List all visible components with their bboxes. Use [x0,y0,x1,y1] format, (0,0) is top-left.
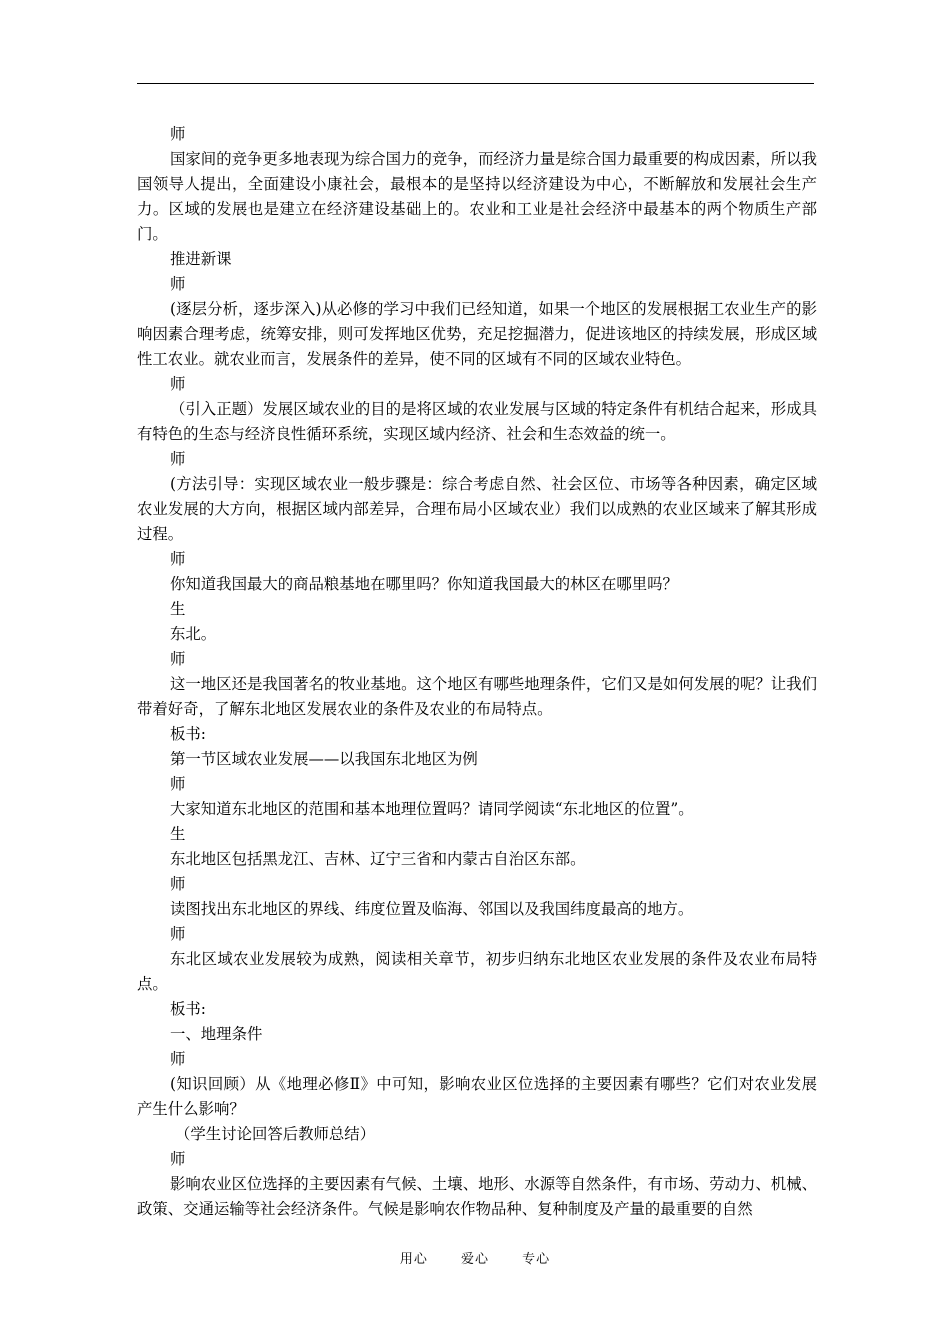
paragraph: 东北区域农业发展较为成熟，阅读相关章节，初步归纳东北地区农业发展的条件及农业布局特点。 [137,950,817,993]
speaker-label: 师 [170,550,186,568]
paragraph: 读图找出东北地区的界线、纬度位置及临海、邻国以及我国纬度最高的地方。 [170,900,694,918]
speaker-label: 师 [170,125,186,143]
header-rule [137,83,814,84]
speaker-label: 师 [170,875,186,893]
paragraph: 大家知道东北地区的范围和基本地理位置吗？请同学阅读“东北地区的位置”。 [170,800,694,818]
section-label: 推进新课 [170,250,232,268]
paragraph: 影响农业区位选择的主要因素有气候、土壤、地形、水源等自然条件，有市场、劳动力、机械、政策、交通运输等社会经济条件。气候是影响农作物品种、复种制度及产量的最重要的自然 [137,1175,817,1218]
paragraph: (逐层分析，逐步深入)从必修的学习中我们已经知道，如果一个地区的发展根据工农业生产的影响因素合理考虑，统筹安排，则可发挥地区优势，充足挖掘潜力，促进该地区的持续发展，形成区域性工农业。就农业而言，发展条件的差异，使不同的区域有不同的区域农业特色。 [137,300,817,368]
speaker-label: 师 [170,375,186,393]
speaker-label: 师 [170,650,186,668]
footer-text: 用心 [399,1252,428,1267]
paragraph: 国家间的竞争更多地表现为综合国力的竞争，而经济力量是综合国力最重要的构成因素，所以我国领导人提出，全面建设小康社会，最根本的是坚持以经济建设为中心，不断解放和发展社会生产力。区域的发展也是建立在经济建设基础上的。农业和工业是社会经济中最基本的两个物质生产部门。 [137,150,817,243]
speaker-label: 师 [170,1150,186,1168]
footer-text: 专心 [522,1252,551,1267]
paragraph: (知识回顾）从《地理必修Ⅱ》中可知，影响农业区位选择的主要因素有哪些？它们对农业发展产生什么影响？ [137,1075,817,1118]
paragraph: 东北地区包括黑龙江、吉林、辽宁三省和内蒙古自治区东部。 [170,850,586,868]
speaker-label: 师 [170,925,186,943]
paragraph: 这一地区还是我国著名的牧业基地。这个地区有哪些地理条件，它们又是如何发展的呢？让我们带着好奇，了解东北地区发展农业的条件及农业的布局特点。 [137,675,817,718]
speaker-label: 师 [170,1050,186,1068]
footer-text: 爱心 [460,1252,489,1267]
speaker-label: 师 [170,450,186,468]
paragraph: 你知道我国最大的商品粮基地在哪里吗？你知道我国最大的林区在哪里吗？ [170,575,678,593]
paragraph: （引入正题）发展区域农业的目的是将区域的农业发展与区域的特定条件有机结合起来，形成具有特色的生态与经济良性循环系统，实现区域内经济、社会和生态效益的统一。 [137,400,817,443]
board-label: 板书: [170,1000,206,1018]
paragraph: 东北。 [170,625,217,643]
speaker-label: 师 [170,775,186,793]
speaker-label: 师 [170,275,186,293]
paragraph: (方法引导：实现区域农业一般步骤是：综合考虑自然、社会区位、市场等各种因素，确定区域农业发展的大方向，根据区域内部差异，合理布局小区域农业）我们以成熟的农业区域来了解其形成过程。 [137,475,817,543]
board-label: 板书: [170,725,206,743]
page-footer [0,1248,950,1267]
speaker-label: 生 [170,825,186,843]
note: （学生讨论回答后教师总结） [175,1125,376,1143]
section-heading: 第一节区域农业发展——以我国东北地区为例 [170,750,478,768]
section-heading: 一、地理条件 [170,1025,263,1043]
document-body [137,122,817,1222]
speaker-label: 生 [170,600,186,618]
